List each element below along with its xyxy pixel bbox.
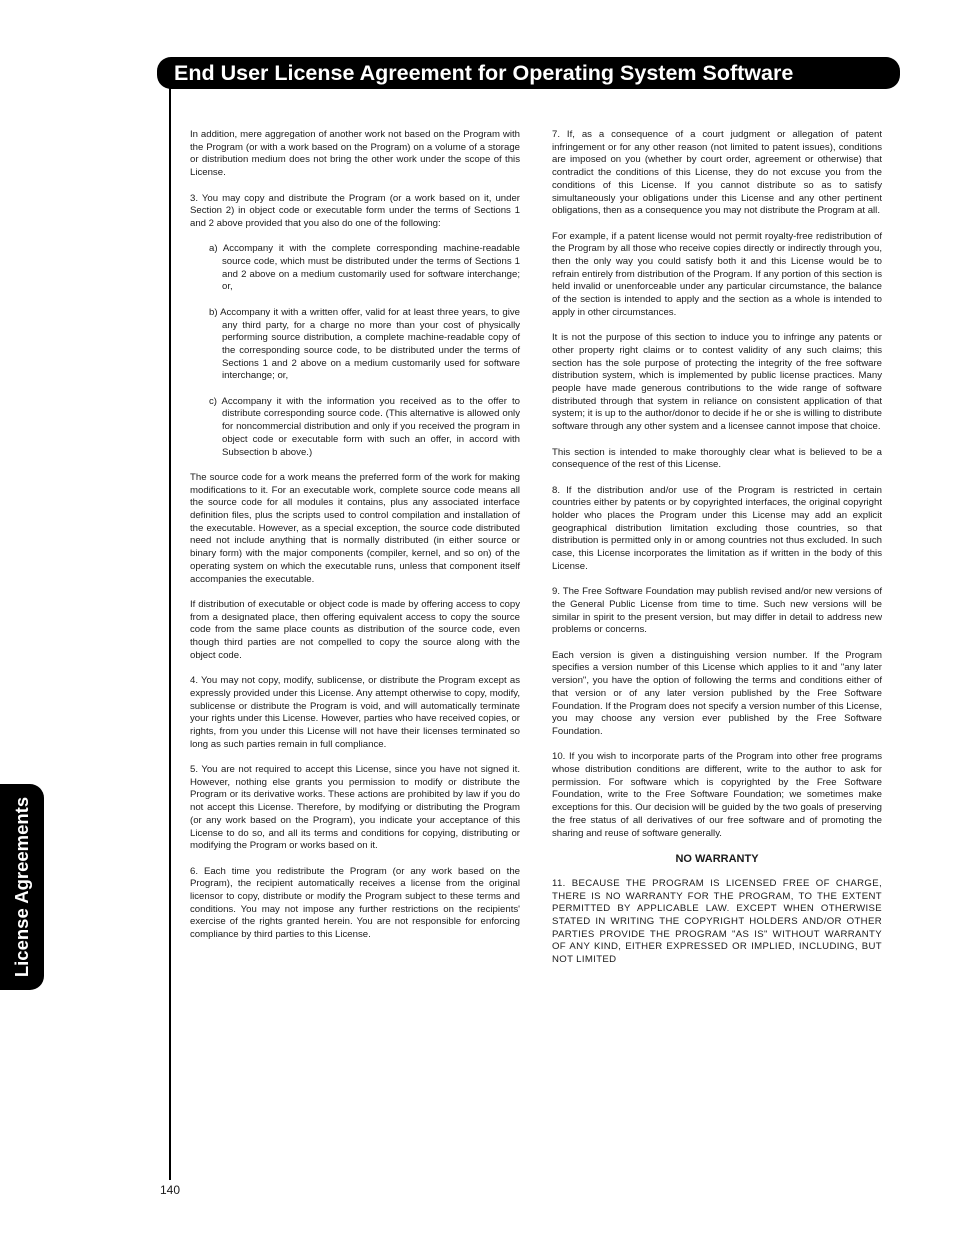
section-3-paragraph: 3. You may copy and distribute the Program (or a work based on it, under Section 2) in object code or executable form under the terms of Sections 1 and 2 above provided that you also do one of the following: <box>190 192 520 229</box>
section-10-paragraph: 10. If you wish to incorporate parts of the Program into other free programs whose distribution conditions are different, write to the author to ask for permission. For software which is copyrighted by the Free Software Foundation, write to the Free Software Foundation; we sometimes make exceptions for this. Our decision will be guided by the two goals of preserving the free status of all derivatives of our free software and of promoting the sharing and reuse of software generally. <box>552 751 882 839</box>
section-tab-label: License Agreements <box>11 796 32 978</box>
list-item-b: b) Accompany it with a written offer, valid for at least three years, to give any third party, for a charge no more than your cost of physically performing source distribution, a complete machine-readable copy of the corresponding source code, to be distributed under the terms of Sections 1 and 2 above on a medium customarily used for software interchange; or, <box>209 306 520 382</box>
paragraph: The source code for a work means the preferred form of the work for making modifications to it. For an executable work, complete source code means all the source code for all modules it contains, plus any associated interface definition files, plus the scripts used to control compilation and installation of the executable. However, as a special exception, the source code distributed need not include anything that is normally distributed (in either source or binary form) with the major components (compiler, kernel, and so on) of the operating system on which the executable runs, unless that component itself accompanies the executable. <box>190 471 520 585</box>
margin-rule <box>169 88 171 1180</box>
section-5-paragraph: 5. You are not required to accept this License, since you have not signed it. However, nothing else grants you permission to modify or distribute the Program or its derivative works. These actions are prohibited by law if you do not accept this License. Therefore, by modifying or distributing the Program (or any work based on the Program), you indicate your acceptance of this License to do so, and all its terms and conditions for copying, distributing or modifying the Program or works based on it. <box>190 764 520 852</box>
section-8-paragraph: 8. If the distribution and/or use of the Program is restricted in certain countries either by patents or by copyrighted interfaces, the original copyright holder who places the Program under this License may add an explicit geographical distribution limitation excluding those countries, so that distribution is permitted only in or among countries not thus excluded. In such case, this License incorporates the limitation as if written in the body of this License. <box>552 484 882 572</box>
page-number: 140 <box>160 1183 181 1197</box>
paragraph: For example, if a patent license would not permit royalty-free redistribution of the Program by all those who receive copies directly or indirectly through you, then the only way you could satisfy both it and this License would be to refrain entirely from distribution of the Program. If any portion of this section is held invalid or unenforceable under any particular circumstance, the balance of the section is intended to apply and the section as a whole is intended to apply in other circumstances. <box>552 230 882 318</box>
section-9-paragraph: 9. The Free Software Foundation may publish revised and/or new versions of the General Public License from time to time. Such new versions will be similar in spirit to the present version, but may differ in detail to address new problems or concerns. <box>552 586 882 636</box>
right-column <box>552 129 882 980</box>
paragraph: In addition, mere aggregation of another work not based on the Program with the Program (or with a work based on the Program) on a volume of a storage or distribution medium does not bring the other work under the scope of this License. <box>190 129 520 179</box>
paragraph: If distribution of executable or object code is made by offering access to copy from a designated place, then offering equivalent access to copy the source code from the same place counts as distribution of the source code, even though third parties are not compelled to copy the source along with the object code. <box>190 598 520 661</box>
section-11-paragraph: 11. BECAUSE THE PROGRAM IS LICENSED FREE OF CHARGE, THERE IS NO WARRANTY FOR THE PROGRAM, TO THE EXTENT PERMITTED BY APPLICABLE LAW. EXCEPT WHEN OTHERWISE STATED IN WRITING THE COPYRIGHT HOLDERS AND/OR OTHER PARTIES PROVIDE THE PROGRAM "AS IS" WITHOUT WARRANTY OF ANY KIND, EITHER EXPRESSED OR IMPLIED, INCLUDING, BUT NOT LIMITED <box>552 877 882 966</box>
title-bar <box>157 57 900 89</box>
section-6-paragraph: 6. Each time you redistribute the Program (or any work based on the Program), the recipient automatically receives a license from the original licensor to copy, distribute or modify the Program subject to these terms and conditions. You may not impose any further restrictions on the recipients' exercise of the rights granted herein. You are not responsible for enforcing compliance by third parties to this License. <box>190 865 520 941</box>
list-item-c: c) Accompany it with the information you received as to the offer to distribute corresponding source code. (This alternative is allowed only for noncommercial distribution and only if you received the program in object code or executable form with such an offer, in accord with Subsection b above.) <box>209 395 520 458</box>
no-warranty-heading: NO WARRANTY <box>675 852 759 865</box>
paragraph: Each version is given a distinguishing version number. If the Program specifies a version number of this License which applies to it and "any later version", you have the option of following the terms and conditions either of that version or of any later version published by the Free Software Foundation. If the Program does not specify a version number of this License, you may choose any version ever published by the Free Software Foundation. <box>552 649 882 737</box>
section-tab <box>0 784 44 990</box>
paragraph: It is not the purpose of this section to induce you to infringe any patents or other property right claims or to contest validity of any such claims; this section has the sole purpose of protecting the integrity of the free software distribution system, which is implemented by public license practices. Many people have made generous contributions to the wide range of software distributed through that system in reliance on consistent application of that system; it is up to the author/donor to decide if he or she is willing to distribute software through any other system and a licensee cannot impose that choice. <box>552 332 882 433</box>
paragraph: This section is intended to make thoroughly clear what is believed to be a consequence of the rest of this License. <box>552 446 882 471</box>
section-7-paragraph: 7. If, as a consequence of a court judgment or allegation of patent infringement or for any other reason (not limited to patent issues), conditions are imposed on you (whether by court order, agreement or otherwise) that contradict the conditions of this License, they do not excuse you from the conditions of this License. If you cannot distribute so as to satisfy simultaneously your obligations under this License and any other pertinent obligations, then as a consequence you may not distribute the Program at all. <box>552 129 882 217</box>
list-item-a: a) Accompany it with the complete corresponding machine-readable source code, which must be distributed under the terms of Sections 1 and 2 above on a medium customarily used for software interchange; or, <box>209 243 520 293</box>
left-column <box>190 129 520 955</box>
section-4-paragraph: 4. You may not copy, modify, sublicense, or distribute the Program except as expressly provided under this License. Any attempt otherwise to copy, modify, sublicense or distribute the Program is void, and will automatically terminate your rights under this License. However, parties who have received copies, or rights, from you under this License will not have their licenses terminated so long as such parties remain in full compliance. <box>190 675 520 750</box>
page-title: End User License Agreement for Operating System Software <box>174 61 794 85</box>
